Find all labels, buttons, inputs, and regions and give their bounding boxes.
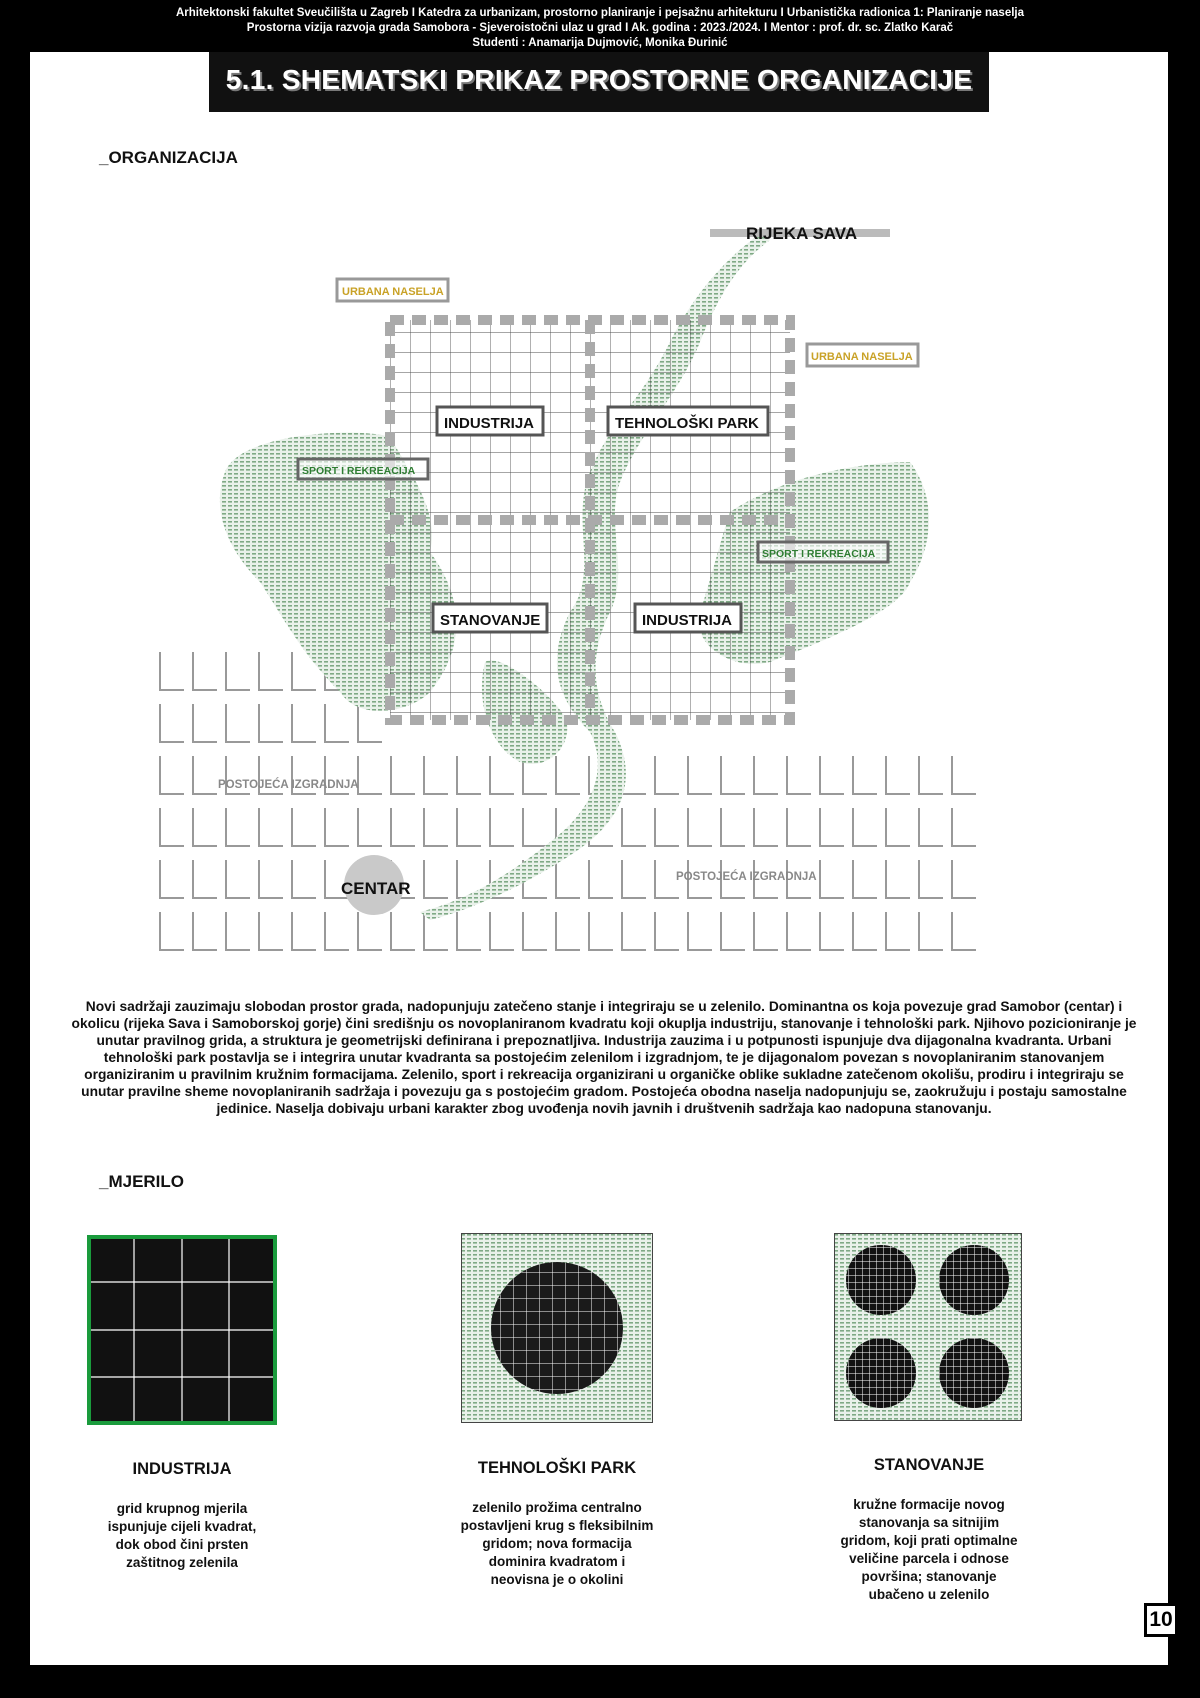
building-mark [160,808,184,846]
building-mark [886,860,910,898]
scale-industrija-figure [87,1235,277,1425]
building-mark [952,756,976,794]
building-mark [259,808,283,846]
title-bar [209,52,989,112]
building-mark [853,912,877,950]
building-mark [655,808,679,846]
building-mark [721,756,745,794]
building-mark [919,860,943,898]
building-mark [556,860,580,898]
building-mark [424,860,448,898]
building-mark [292,808,316,846]
building-mark [457,756,481,794]
organization-diagram [30,172,1168,1002]
building-mark [391,912,415,950]
building-mark [160,756,184,794]
building-mark [490,756,514,794]
scale-stanovanje-figure [834,1233,1022,1421]
section-mjerilo: _MJERILO [99,1172,185,1191]
building-mark [688,808,712,846]
building-mark [358,756,382,794]
building-mark [688,912,712,950]
scale-tehnoloski-title: TEHNOLOŠKI PARK [477,1459,637,1477]
building-mark [160,860,184,898]
building-mark [820,860,844,898]
building-mark [193,652,217,690]
building-mark [193,808,217,846]
building-mark [259,652,283,690]
building-mark [721,912,745,950]
building-mark [820,756,844,794]
scale-industrija-desc: grid krupnog mjerila ispunjuje cijeli kvadrat, dok obod čini prsten zaštitnog zelenila [107,1501,257,1570]
scale-stanovanje-title: STANOVANJE [873,1456,985,1474]
building-mark [853,808,877,846]
building-mark [952,912,976,950]
building-mark [655,912,679,950]
building-mark [226,808,250,846]
section-organizacija: _ORGANIZACIJA [99,148,238,167]
building-mark [226,704,250,742]
building-mark [622,912,646,950]
page-number: 10 [1144,1603,1178,1637]
building-mark [424,756,448,794]
page-title: 5.1. SHEMATSKI PRIKAZ PROSTORNE ORGANIZACIJE [225,64,973,95]
building-mark [193,912,217,950]
label-urbana-1 [337,279,448,301]
building-mark [556,912,580,950]
building-mark [754,756,778,794]
building-mark [358,912,382,950]
building-mark [820,808,844,846]
building-mark [292,704,316,742]
label-sport-2 [758,542,888,562]
building-mark [688,756,712,794]
scale-tehnoloski-figure [461,1233,653,1423]
header-line-3: Studenti : Anamarija Dujmović, Monika Đurinić [472,37,728,49]
label-tehnoloski-park [608,407,768,435]
building-mark [292,912,316,950]
building-mark [226,652,250,690]
building-mark [886,756,910,794]
building-mark [325,912,349,950]
svg-text:INDUSTRIJA: INDUSTRIJA [642,612,733,629]
building-mark [457,808,481,846]
building-mark [589,860,613,898]
header [0,0,1200,52]
building-mark [721,808,745,846]
label-postojeca-2: POSTOJEĆA IZGRADNJA [676,871,817,883]
building-mark [622,808,646,846]
building-mark [952,808,976,846]
building-mark [655,756,679,794]
building-mark [325,704,349,742]
building-mark [919,808,943,846]
river-label: RIJEKA SAVA [746,224,858,243]
svg-text:TEHNOLOŠKI PARK: TEHNOLOŠKI PARK [615,415,759,432]
building-mark [259,860,283,898]
building-mark [622,860,646,898]
planning-grid [390,320,790,720]
building-mark [523,808,547,846]
building-mark [160,652,184,690]
building-mark [160,704,184,742]
building-mark [193,704,217,742]
building-mark [820,912,844,950]
building-mark [193,756,217,794]
label-stanovanje [433,604,547,632]
building-mark [787,756,811,794]
building-mark [457,912,481,950]
building-mark [589,912,613,950]
building-mark [886,912,910,950]
scale-industrija-title: INDUSTRIJA [132,1460,232,1478]
building-mark [886,808,910,846]
label-industrija-2 [635,604,741,632]
scale-tehnoloski-desc: zelenilo prožima centralno postavljeni krug s fleksibilnim gridom; nova formacija dominira kvadratom i neovisna je o okolini [460,1500,654,1587]
building-mark [391,756,415,794]
building-mark [787,808,811,846]
label-industrija-1 [437,407,543,435]
description-paragraph: Novi sadržaji zauzimaju slobodan prostor grada, nadopunjuju zatečeno stanje i integriraju se u zelenilo. Dominantna os koja povezuje grad Samobor (centar) i okolicu (rijeka Sava i Samoborskoj gorje) čini središnju os novoplaniranom kvadratu koji okuplja industriju, stanovanje i tehnološki park. Njihovo pozicioniranje je unutar pravilnog grida, a struktura je geometrijski definirana i prepoznatljiva. Industrija zauzima i u potpunosti ispunjuje dva dijagonalna kvadranta. Urbani tehnološki park postavlja se i integrira unutar kvadranta sa postojećim zelenilom i izgradnjom, te je dijagonalom povezan s novoplaniranim stanovanjem organiziranim u pravilnim kružnim formacijama. Zelenilo, sport i rekreacija organizirani u organičke oblike sukladne zatečenom okolišu, prodiru i integriraju se unutar pravilne sheme novoplaniranih sadržaja i povezuju ga s postojećim gradom. Postojeća obodna naselja nadopunjuju se, zaokružuju i postaju samostalne jedinice. Naselja dobivaju urbani karakter zbog uvođenja novih javnih i društvenih sadržaja kao nadopuna stanovanju. [71,999,1137,1116]
building-mark [919,912,943,950]
building-mark [226,912,250,950]
building-mark [853,860,877,898]
building-mark [556,756,580,794]
building-mark [919,756,943,794]
building-mark [193,860,217,898]
building-mark [160,912,184,950]
building-mark [490,808,514,846]
label-postojeca-1: POSTOJEĆA IZGRADNJA [218,779,359,791]
building-mark [358,808,382,846]
scale-stanovanje-desc: kružne formacije novog stanovanja sa sitnijim gridom, koji prati optimalne veličine parcela i odnose površina; stanovanje ubačeno u zelenilo [840,1497,1018,1602]
label-centar: CENTAR [341,879,411,898]
building-mark [952,860,976,898]
building-mark [259,912,283,950]
svg-text:STANOVANJE: STANOVANJE [440,612,541,629]
label-sport-1 [298,459,428,479]
building-mark [391,808,415,846]
label-urbana-2 [807,344,918,366]
building-mark [259,704,283,742]
building-mark [754,808,778,846]
building-mark [424,808,448,846]
building-mark [325,808,349,846]
building-mark [853,756,877,794]
building-mark [292,860,316,898]
building-mark [226,860,250,898]
header-line-2: Prostorna vizija razvoja grada Samobora - Sjeveroistočni ulaz u grad I Ak. godina : 2023./2024. I Mentor : prof. dr. sc. Zlatko Karač [246,22,954,34]
building-mark [754,912,778,950]
page [30,52,1173,1665]
header-line-1: Arhitektonski fakultet Sveučilišta u Zagreb I Katedra za urbanizam, prostorno planiranje i pejsažnu arhitekturu I Urbanistička radionica 1: Planiranje naselja [175,7,1025,19]
svg-text:SPORT I REKREACIJA: SPORT I REKREACIJA [302,465,416,477]
svg-text:INDUSTRIJA: INDUSTRIJA [444,415,535,432]
svg-text:URBANA NASELJA: URBANA NASELJA [342,286,444,298]
building-mark [523,912,547,950]
building-mark [490,912,514,950]
svg-text:URBANA NASELJA: URBANA NASELJA [811,351,913,363]
svg-text:SPORT I REKREACIJA: SPORT I REKREACIJA [762,548,876,560]
building-mark [787,912,811,950]
